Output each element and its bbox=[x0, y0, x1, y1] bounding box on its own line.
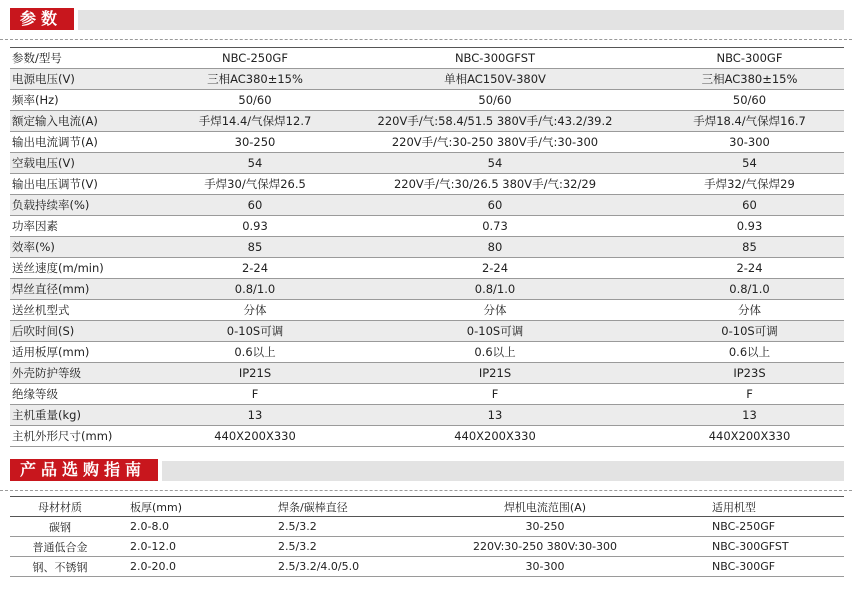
cell-value: 50/60 bbox=[335, 90, 655, 111]
row-label: 输出电流调节(A) bbox=[10, 132, 175, 153]
cell-value: 0-10S可调 bbox=[655, 321, 844, 342]
table-row bbox=[10, 321, 844, 342]
cell-value: 220V手/气:30/26.5 380V手/气:32/29 bbox=[335, 174, 655, 195]
cell-value: 30-300 bbox=[655, 132, 844, 153]
row-label: 外壳防护等级 bbox=[10, 363, 175, 384]
cell-value: 85 bbox=[655, 237, 844, 258]
table-header-row bbox=[10, 48, 844, 69]
cell-value: 80 bbox=[335, 237, 655, 258]
dashed-divider bbox=[0, 490, 852, 491]
table-header-row bbox=[10, 497, 844, 517]
cell-value: F bbox=[175, 384, 335, 405]
cell-value: 220V手/气:58.4/51.5 380V手/气:43.2/39.2 bbox=[335, 111, 655, 132]
table-row bbox=[10, 384, 844, 405]
cell-value: 板厚(mm) bbox=[110, 497, 260, 517]
cell-value: 0.93 bbox=[655, 216, 844, 237]
cell-value: 30-250 bbox=[420, 517, 670, 537]
cell-value: 焊条/碳棒直径 bbox=[260, 497, 420, 517]
cell-value: 13 bbox=[335, 405, 655, 426]
cell-value: 手焊14.4/气保焊12.7 bbox=[175, 111, 335, 132]
row-label: 参数/型号 bbox=[10, 48, 175, 69]
row-label: 电源电压(V) bbox=[10, 69, 175, 90]
row-label: 负载持续率(%) bbox=[10, 195, 175, 216]
cell-value: 54 bbox=[655, 153, 844, 174]
section-title-box bbox=[10, 459, 158, 481]
table-row bbox=[10, 258, 844, 279]
cell-value: F bbox=[655, 384, 844, 405]
table-row bbox=[10, 426, 844, 447]
material-cell: 钢、不锈钢 bbox=[10, 557, 110, 577]
cell-value: 手焊18.4/气保焊16.7 bbox=[655, 111, 844, 132]
cell-value: 60 bbox=[655, 195, 844, 216]
table-row bbox=[10, 216, 844, 237]
table-row bbox=[10, 111, 844, 132]
section-banner-params bbox=[0, 8, 852, 30]
row-label: 频率(Hz) bbox=[10, 90, 175, 111]
cell-value: 单相AC150V-380V bbox=[335, 69, 655, 90]
row-label: 后吹时间(S) bbox=[10, 321, 175, 342]
banner-bar bbox=[78, 10, 844, 30]
cell-value: 分体 bbox=[175, 300, 335, 321]
table-row bbox=[10, 153, 844, 174]
row-label: 效率(%) bbox=[10, 237, 175, 258]
cell-value: 0.8/1.0 bbox=[335, 279, 655, 300]
material-cell: 母材材质 bbox=[10, 497, 110, 517]
cell-value: NBC-300GFST bbox=[335, 48, 655, 69]
cell-value: 适用机型 bbox=[670, 497, 844, 517]
cell-value: 2.5/3.2 bbox=[260, 517, 420, 537]
cell-value: 2-24 bbox=[655, 258, 844, 279]
cell-value: 0-10S可调 bbox=[175, 321, 335, 342]
cell-value: IP23S bbox=[655, 363, 844, 384]
table-row bbox=[10, 300, 844, 321]
cell-value: 85 bbox=[175, 237, 335, 258]
row-label: 主机重量(kg) bbox=[10, 405, 175, 426]
section-title: 产品选购指南 bbox=[20, 460, 147, 479]
cell-value: 0.6以上 bbox=[655, 342, 844, 363]
row-label: 送丝机型式 bbox=[10, 300, 175, 321]
row-label: 额定输入电流(A) bbox=[10, 111, 175, 132]
cell-value: 0.93 bbox=[175, 216, 335, 237]
row-label: 空载电压(V) bbox=[10, 153, 175, 174]
cell-value: 50/60 bbox=[175, 90, 335, 111]
cell-value: 2.0-8.0 bbox=[110, 517, 260, 537]
table-row bbox=[10, 174, 844, 195]
cell-value: NBC-300GF bbox=[655, 48, 844, 69]
cell-value: 60 bbox=[175, 195, 335, 216]
table-row bbox=[10, 557, 844, 577]
material-cell: 普通低合金 bbox=[10, 537, 110, 557]
cell-value: 三相AC380±15% bbox=[655, 69, 844, 90]
row-label: 主机外形尺寸(mm) bbox=[10, 426, 175, 447]
cell-value: 手焊32/气保焊29 bbox=[655, 174, 844, 195]
table-row bbox=[10, 405, 844, 426]
cell-value: 2.5/3.2/4.0/5.0 bbox=[260, 557, 420, 577]
cell-value: 0.6以上 bbox=[175, 342, 335, 363]
cell-value: 0-10S可调 bbox=[335, 321, 655, 342]
cell-value: F bbox=[335, 384, 655, 405]
table-row bbox=[10, 342, 844, 363]
cell-value: 0.8/1.0 bbox=[175, 279, 335, 300]
cell-value: 30-250 bbox=[175, 132, 335, 153]
section-banner-guide bbox=[0, 459, 852, 481]
table-row bbox=[10, 537, 844, 557]
cell-value: NBC-300GF bbox=[670, 557, 844, 577]
cell-value: 2.0-20.0 bbox=[110, 557, 260, 577]
cell-value: 0.8/1.0 bbox=[655, 279, 844, 300]
cell-value: 30-300 bbox=[420, 557, 670, 577]
cell-value: 分体 bbox=[655, 300, 844, 321]
cell-value: 2.5/3.2 bbox=[260, 537, 420, 557]
cell-value: 54 bbox=[175, 153, 335, 174]
section-title: 参数 bbox=[20, 9, 63, 28]
table-row bbox=[10, 363, 844, 384]
spec-table-body bbox=[10, 48, 844, 447]
cell-value: 2-24 bbox=[175, 258, 335, 279]
cell-value: 分体 bbox=[335, 300, 655, 321]
cell-value: 13 bbox=[175, 405, 335, 426]
cell-value: 220V:30-250 380V:30-300 bbox=[420, 537, 670, 557]
row-label: 功率因素 bbox=[10, 216, 175, 237]
row-label: 适用板厚(mm) bbox=[10, 342, 175, 363]
cell-value: NBC-250GF bbox=[175, 48, 335, 69]
cell-value: 13 bbox=[655, 405, 844, 426]
row-label: 输出电压调节(V) bbox=[10, 174, 175, 195]
section-title-box bbox=[10, 8, 74, 30]
table-row bbox=[10, 69, 844, 90]
banner-bar bbox=[162, 461, 844, 481]
cell-value: 440X200X330 bbox=[335, 426, 655, 447]
material-cell: 碳钢 bbox=[10, 517, 110, 537]
cell-value: 50/60 bbox=[655, 90, 844, 111]
cell-value: 0.73 bbox=[335, 216, 655, 237]
table-row bbox=[10, 90, 844, 111]
row-label: 焊丝直径(mm) bbox=[10, 279, 175, 300]
cell-value: IP21S bbox=[335, 363, 655, 384]
cell-value: 0.6以上 bbox=[335, 342, 655, 363]
cell-value: NBC-300GFST bbox=[670, 537, 844, 557]
table-row bbox=[10, 517, 844, 537]
spec-table bbox=[10, 48, 844, 447]
row-label: 送丝速度(m/min) bbox=[10, 258, 175, 279]
table-row bbox=[10, 195, 844, 216]
table-row bbox=[10, 132, 844, 153]
cell-value: NBC-250GF bbox=[670, 517, 844, 537]
table-row bbox=[10, 237, 844, 258]
cell-value: 2.0-12.0 bbox=[110, 537, 260, 557]
cell-value: 220V手/气:30-250 380V手/气:30-300 bbox=[335, 132, 655, 153]
guide-table bbox=[10, 497, 844, 577]
guide-table-body bbox=[10, 497, 844, 577]
cell-value: 440X200X330 bbox=[655, 426, 844, 447]
dashed-divider bbox=[0, 39, 852, 40]
table-row bbox=[10, 279, 844, 300]
cell-value: 60 bbox=[335, 195, 655, 216]
cell-value: 2-24 bbox=[335, 258, 655, 279]
cell-value: 手焊30/气保焊26.5 bbox=[175, 174, 335, 195]
cell-value: 三相AC380±15% bbox=[175, 69, 335, 90]
cell-value: 焊机电流范围(A) bbox=[420, 497, 670, 517]
cell-value: IP21S bbox=[175, 363, 335, 384]
row-label: 绝缘等级 bbox=[10, 384, 175, 405]
cell-value: 54 bbox=[335, 153, 655, 174]
cell-value: 440X200X330 bbox=[175, 426, 335, 447]
